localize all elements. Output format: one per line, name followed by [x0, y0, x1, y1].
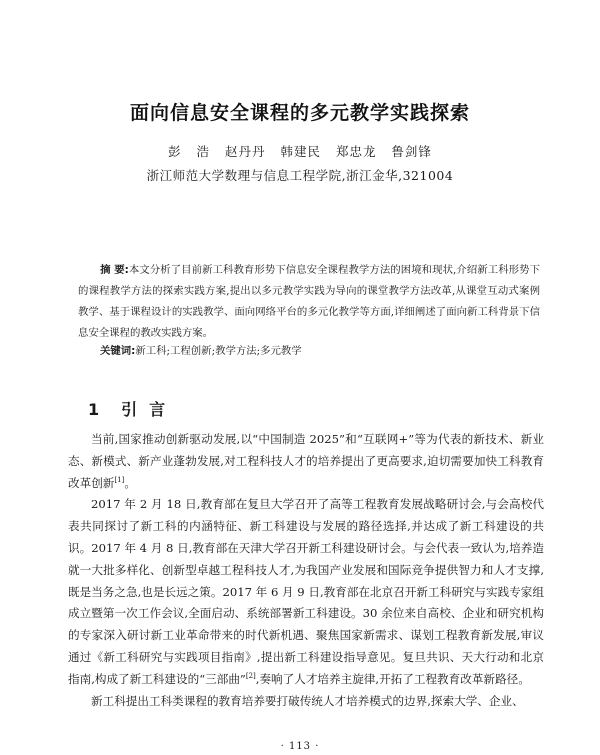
paragraph — [68, 691, 544, 713]
keywords-label: 关键词: — [100, 345, 136, 357]
section-heading — [88, 397, 177, 420]
paragraph-text: 2017 年 2 月 18 日,教育部在复旦大学召开了高等工程教育发展战略研讨会,与会高校代表共同探讨了新工科的内涵特征、新工科建设与发展的路径选择,并达成了新工科建设的共识。2017 年 4 月 8 日,教育部在天津大学召开新工科建设研讨会。与会代表一致认为,培养造就一大批多样化、创新型卓越工程科技人才,为我国产业发展和国际竞争提供智力和人才支撑,既是当务之急,也是长远之策。2017 年 6 月 9 日,教育部在北京召开新工科研究与实践专家组成立暨第一次工作会议,全面启动、系统部署新工科建设。30 余位来自高校、企业和研究机构的专家深入研讨新工业革命带来的时代新机遇、聚焦国家新需求、谋划工程教育新发展,审议通过《新工科研究与实践项目指南》,提出新工科建设指导意见。复旦共识、天大行动和北京指南,构成了新工科建设的“三部曲” — [68, 497, 544, 686]
body-text — [68, 429, 544, 712]
paper-title: 面向信息安全课程的多元教学实践探索 — [129, 102, 470, 124]
paragraph — [68, 494, 544, 690]
paragraph-text: 当前,国家推动创新驱动发展,以“中国制造 2025”和“互联网+”等为代表的新技术、新业态、新模式、新产业蓬勃发展,对工程科技人才的培养提出了更高要求,迫切需要加快工科教育改革创新 — [68, 432, 544, 490]
affiliation: 浙江师范大学数理与信息工程学院,浙江金华,321004 — [146, 168, 454, 183]
section-number: 1 — [88, 400, 100, 419]
paragraph — [68, 429, 544, 494]
keywords — [100, 342, 540, 357]
keywords-text: 新工科;工程创新;教学方法;多元教学 — [135, 345, 302, 357]
page-number: · 113 · — [280, 741, 320, 752]
abstract-text: 本文分析了目前新工科教育形势下信息安全课程教学方法的困境和现状,介绍新工科形势下的课程教学方法的探索实践方案,提出以多元教学实践为导向的课堂教学方法改革,从课堂互动式案例教学、基于课程设计的实践教学、面向网络平台的多元化教学等方面,详细阐述了面向新工科背景下信息安全课程的教改实践方案。 — [78, 264, 540, 339]
citation-ref: [1] — [114, 475, 125, 484]
abstract-label: 摘 要: — [100, 264, 129, 276]
author-list: 彭 浩 赵丹丹 韩建民 郑忠龙 鲁剑锋 — [168, 144, 432, 159]
paragraph-text: ,奏响了人才培养主旋律,开拓了工程教育改革新路径。 — [255, 671, 530, 686]
citation-ref: [2] — [245, 671, 256, 680]
paragraph-text: 新工科提出工科类课程的教育培养要打破传统人才培养模式的边界,探索大学、企业、 — [91, 693, 524, 708]
abstract — [78, 260, 540, 344]
paragraph-text: 。 — [124, 475, 136, 490]
section-title: 引言 — [121, 400, 178, 419]
